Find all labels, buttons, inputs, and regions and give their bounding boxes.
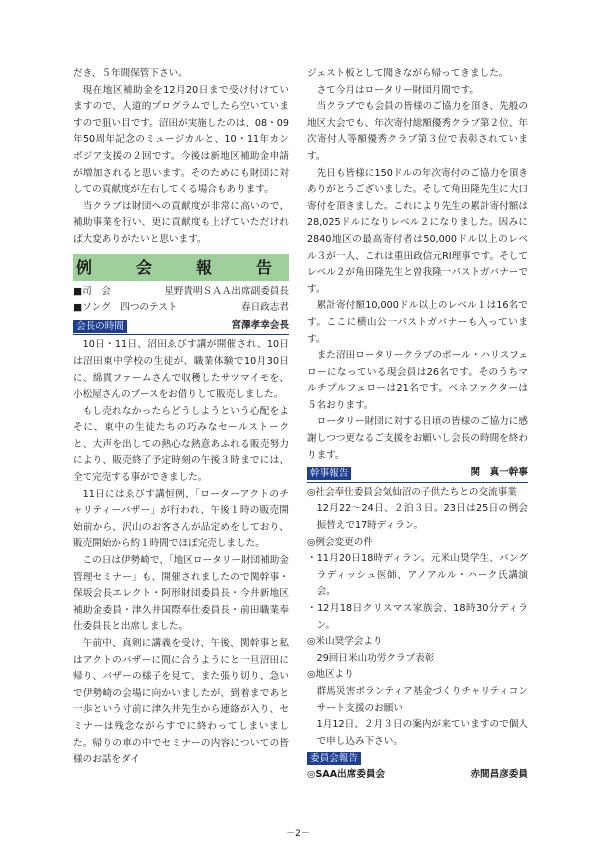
president-time-header	[73, 318, 289, 336]
paragraph: だき、５年間保管下さい。	[73, 68, 188, 79]
paragraph: もし売れなかったらどうしようという心配をよそに、東中の生徒たちの巧みなセールストークと、大声を出しての熱心な熱意あふれる販売努力により、販売終了予定時刻の午後３時までには、全て完売する事ができました。	[73, 405, 289, 484]
secretary-name: 関 真一幹事	[470, 467, 528, 479]
song-value: 春日政志君	[241, 302, 289, 314]
paragraph: 当クラブは財団への貢献度が非常に高いので、補助事業を行い、更に貢献度も上げていただければ大変ありがたいと思います。	[73, 200, 289, 245]
song-label: ■ソング 四つのテスト	[73, 302, 178, 314]
report-item: ◎例会変更の件	[307, 536, 373, 548]
report-detail: ・11月20日18時ディラン。元米山奨学生、バングラディッシュ医師、アノアルル・ハーク氏講演会。	[307, 553, 528, 598]
paragraph: さて今月はロータリー財団月間です。	[316, 84, 479, 96]
paragraph: 11日にはゑびす講恒例、「ローターアクトのチャリティーバザー」が行われ、午後１時の販売開始前から、沢山のお客さんが品定めをしており、販売開始から約１時間でほぼ完売しました。	[73, 488, 289, 550]
paragraph: 先日も皆様に150ドルの年次寄付のご協力を頂きありがとうございました。そして角田隆先生に大口寄付を頂きました。これにより先生の累計寄付額は28,025ドルになりレベル２になりました。因みに2840地区の最高寄付者は50,000ドル以上のレベル３が一人、これは重田政信元RI理事です。そしてレベル２が角田隆先生と曽我隆一パストガバナーです。	[307, 167, 528, 295]
secretary-report-tag: 幹事報告	[307, 467, 351, 480]
chair-row	[73, 284, 289, 301]
report-item: ◎米山奨学会より	[307, 636, 383, 648]
president-time-tag: 会長の時間	[73, 320, 127, 333]
paragraph: 10日・11日、沼田ゑびす講が開催され、10日は沼田東中学校の生徒が、職業体験で10月30日に、綿貫ファームさんで収穫したサツマイモを、小松屋さんのブースをお借りして販売しました。	[73, 339, 289, 401]
right-column	[307, 66, 528, 784]
paragraph: 当クラブでも会員の皆様のご協力を頂き、先般の地区大会でも、年次寄付総額優秀クラブ第２位、年次寄付人等額優秀クラブ第３位で表彰されています。	[307, 101, 528, 162]
chair-label: ■司 会	[73, 285, 111, 297]
paragraph: ロータリー財団に対する日頃の皆様のご協力に感謝しつつ更なるご支援をお願いし会長の時間を終わります。	[307, 416, 528, 461]
report-detail: 29回日米山功労クラブ表彰	[316, 652, 435, 664]
paragraph: 累計寄付額10,000ドル以上のレベル１は16名です。ここに横山公一パストガバナーも入っています。	[307, 300, 528, 345]
secretary-report-header	[307, 465, 528, 483]
paragraph: ジェスト板として聞きながら帰ってきました。	[307, 68, 509, 79]
committee-report-header	[307, 752, 528, 765]
chair-value: 星野貴明ＳＡＡ出席副委員長	[164, 285, 289, 297]
report-detail: 群馬災害ボランティア基金づくりチャリティコンサート支援のお願い	[316, 685, 528, 714]
report-detail: 1月12日、２月３日の案内が来ていますので個人で申し込み下さい。	[316, 719, 528, 747]
committee-member: 赤間昌彦委員	[470, 769, 528, 781]
report-item: ◎地区より	[307, 669, 354, 681]
section-title-band: 例 会 報 告	[73, 254, 289, 281]
report-detail: ・12月18日クリスマス家族会、18時30分ディラン。	[307, 603, 528, 631]
paragraph: 午前中、真剣に講義を受け、午後、関幹事と私はアクトのバザーに間に合うようにと一旦沼田に帰り、バザーの様子を見て、また張り切り、急いで伊勢崎の会場に向かいましたが、到着まであと一歩という寸前に津久井先生から連絡が入り、セミナーは残念ながらすでに終わってしまいました。帰りの車の中でセミナーの内容についての皆様のお話をダイ	[73, 638, 289, 766]
committee-row	[307, 767, 528, 784]
committee-report-tag: 委員会報告	[307, 752, 361, 765]
paragraph: また沼田ロータリークラブのポール・ハリスフェローになっている現会員は26名です。そのうちマルチプルフェローは21名です。ベネファクターは５名おります。	[307, 350, 528, 411]
paragraph: この日は伊勢崎で、「地区ロータリー財団補助金管理セミナー」も、開催されましたので関幹事・保坂会長エレクト・阿形財団委員長・今井新地区補助金委員・津久井国際奉仕委員長・前田職業奉仕委員長と出席しました。	[73, 555, 289, 633]
committee-name: ◎SAA出席委員会	[307, 769, 386, 781]
paragraph: 現在地区補助金を12月20日まで受け付けていますので、人道的プログラムでしたら空いていますので狙い目です。沼田が実施したのは、08・09年50周年記念のミュージカルと、10・11年カンボジア支援の２回です。今後は新地区補助金申請が増加されると思います。そのためにも財団に対しての貢献度が左右してくる場合もあります。	[73, 84, 289, 196]
report-item: ◎社会奉仕委員会気仙沼の子供たちとの交流事業	[307, 486, 517, 498]
song-row	[73, 300, 289, 317]
page-number: －2－	[286, 829, 310, 839]
left-column	[73, 66, 289, 769]
president-name: 宮澤孝幸会長	[231, 319, 289, 331]
report-detail: 12月22～24日、２泊３日。23日は25日の例会振替えで17時ディラン。	[316, 503, 528, 532]
